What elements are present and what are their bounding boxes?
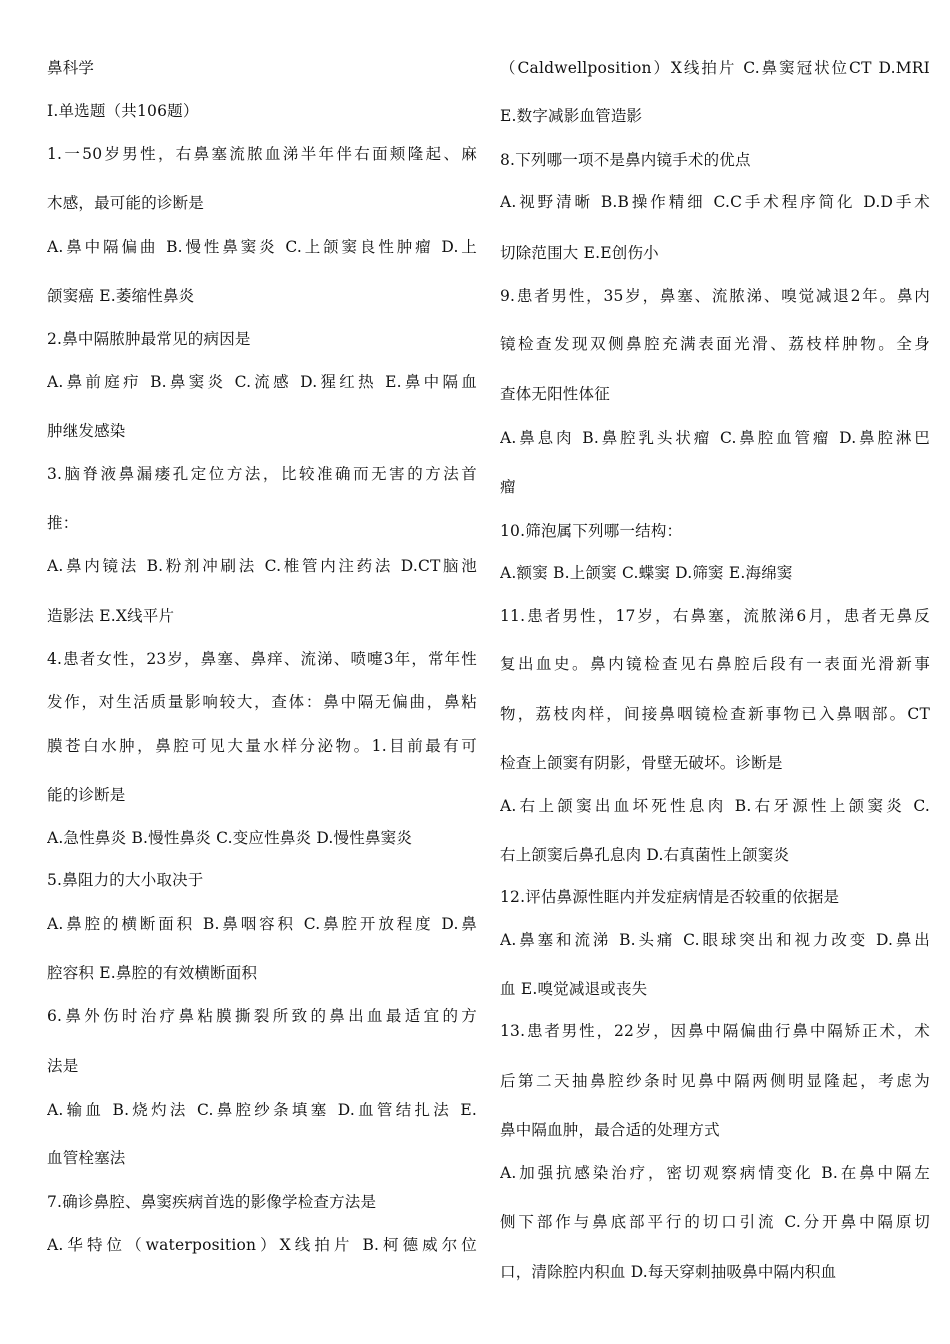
right-text-line: 10.筛泡属下列哪一结构： (500, 522, 683, 540)
right-text-line: 9.患者男性，35岁，鼻塞、流脓涕、嗅觉减退2年。鼻内 (500, 287, 930, 305)
right-text-line: 12.评估鼻源性眶内并发症病情是否较重的依据是 (500, 888, 840, 906)
right-text-line: 8.下列哪一项不是鼻内镜手术的优点 (500, 151, 751, 169)
right-text-line: 查体无阳性体征 (500, 385, 610, 403)
left-text-line: 木感，最可能的诊断是 (47, 194, 205, 212)
right-text-line: 瘤 (500, 478, 516, 496)
left-text-line: 发作，对生活质量影响较大，查体：鼻中隔无偏曲，鼻粘 (47, 693, 477, 711)
right-text-line: 镜检查发现双侧鼻腔充满表面光滑、荔枝样肿物。全身 (500, 335, 930, 353)
left-text-line: 法是 (47, 1057, 79, 1075)
left-text-line: 鼻科学 (47, 59, 95, 77)
left-text-line: A.鼻内镜法 B.粉剂冲刷法 C.椎管内注药法 D.CT脑池 (47, 557, 477, 575)
left-text-line: 3.脑脊液鼻漏瘘孔定位方法，比较准确而无害的方法首 (47, 465, 477, 483)
left-text-line: 血管栓塞法 (47, 1149, 126, 1167)
right-text-line: 口，清除腔内积血 D.每天穿刺抽吸鼻中隔内积血 (500, 1263, 837, 1281)
right-text-line: A.鼻塞和流涕 B.头痛 C.眼球突出和视力改变 D.鼻出 (500, 931, 930, 949)
right-text-line: A.右上颌窦出血坏死性息肉 B.右牙源性上颌窦炎 C. (500, 797, 930, 815)
right-text-line: 血 E.嗅觉减退或丧失 (500, 980, 648, 998)
right-text-line: 检查上颌窦有阴影，骨壁无破坏。诊断是 (500, 754, 783, 772)
left-text-line: A.鼻前庭疖 B.鼻窦炎 C.流感 D.猩红热 E.鼻中隔血 (47, 373, 477, 391)
left-text-line: 能的诊断是 (47, 786, 126, 804)
right-text-line: A.视野清晰 B.B操作精细 C.C手术程序简化 D.D手术 (500, 193, 930, 211)
left-text-line: A.急性鼻炎 B.慢性鼻炎 C.变应性鼻炎 D.慢性鼻窦炎 (47, 829, 413, 847)
right-text-line: 后第二天抽鼻腔纱条时见鼻中隔两侧明显隆起，考虑为 (500, 1072, 930, 1090)
left-text-line: 颌窦癌 E.萎缩性鼻炎 (47, 287, 195, 305)
right-text-line: E.数字减影血管造影 (500, 107, 643, 125)
left-text-line: 5.鼻阻力的大小取决于 (47, 871, 204, 889)
right-text-line: A.额窦 B.上颌窦 C.蝶窦 D.筛窦 E.海绵窦 (500, 564, 793, 582)
left-text-line: I.单选题（共106题） (47, 102, 199, 120)
right-text-line: 切除范围大 E.E创伤小 (500, 244, 659, 262)
left-text-line: 膜苍白水肿，鼻腔可见大量水样分泌物。1.目前最有可 (47, 737, 477, 755)
right-text-line: （Caldwellposition）X线拍片 C.鼻窦冠状位CT D.MRI (500, 59, 930, 77)
left-text-line: 肿继发感染 (47, 422, 126, 440)
right-text-line: A.鼻息肉 B.鼻腔乳头状瘤 C.鼻腔血管瘤 D.鼻腔淋巴 (500, 429, 930, 447)
left-text-line: 造影法 E.X线平片 (47, 607, 175, 625)
right-text-line: 11.患者男性，17岁，右鼻塞，流脓涕6月，患者无鼻反 (500, 607, 930, 625)
left-text-line: 7.确诊鼻腔、鼻窦疾病首选的影像学检查方法是 (47, 1193, 377, 1211)
left-text-line: 6.鼻外伤时治疗鼻粘膜撕裂所致的鼻出血最适宜的方 (47, 1007, 477, 1025)
right-text-line: 物，荔枝肉样，间接鼻咽镜检查新事物已入鼻咽部。CT (500, 705, 930, 723)
right-text-line: A.加强抗感染治疗，密切观察病情变化 B.在鼻中隔左 (500, 1164, 930, 1182)
left-text-line: 推： (47, 514, 79, 532)
right-text-line: 13.患者男性，22岁，因鼻中隔偏曲行鼻中隔矫正术，术 (500, 1022, 930, 1040)
left-text-line: A.鼻中隔偏曲 B.慢性鼻窦炎 C.上颌窦良性肿瘤 D.上 (47, 238, 477, 256)
left-text-line: 2.鼻中隔脓肿最常见的病因是 (47, 330, 251, 348)
right-text-line: 复出血史。鼻内镜检查见右鼻腔后段有一表面光滑新事 (500, 655, 930, 673)
right-text-line: 侧下部作与鼻底部平行的切口引流 C.分开鼻中隔原切 (500, 1213, 930, 1231)
left-text-line: 腔容积 E.鼻腔的有效横断面积 (47, 964, 258, 982)
left-text-line: A.鼻腔的横断面积 B.鼻咽容积 C.鼻腔开放程度 D.鼻 (47, 915, 477, 933)
right-text-line: 鼻中隔血肿，最合适的处理方式 (500, 1121, 720, 1139)
left-text-line: A.输血 B.烧灼法 C.鼻腔纱条填塞 D.血管结扎法 E. (47, 1101, 477, 1119)
left-text-line: A.华特位（waterposition）X线拍片 B.柯德威尔位 (47, 1236, 477, 1254)
left-text-line: 4.患者女性，23岁，鼻塞、鼻痒、流涕、喷嚏3年，常年性 (47, 650, 477, 668)
right-text-line: 右上颌窦后鼻孔息肉 D.右真菌性上颌窦炎 (500, 846, 790, 864)
left-text-line: 1.一50岁男性，右鼻塞流脓血涕半年伴右面颊隆起、麻 (47, 145, 477, 163)
